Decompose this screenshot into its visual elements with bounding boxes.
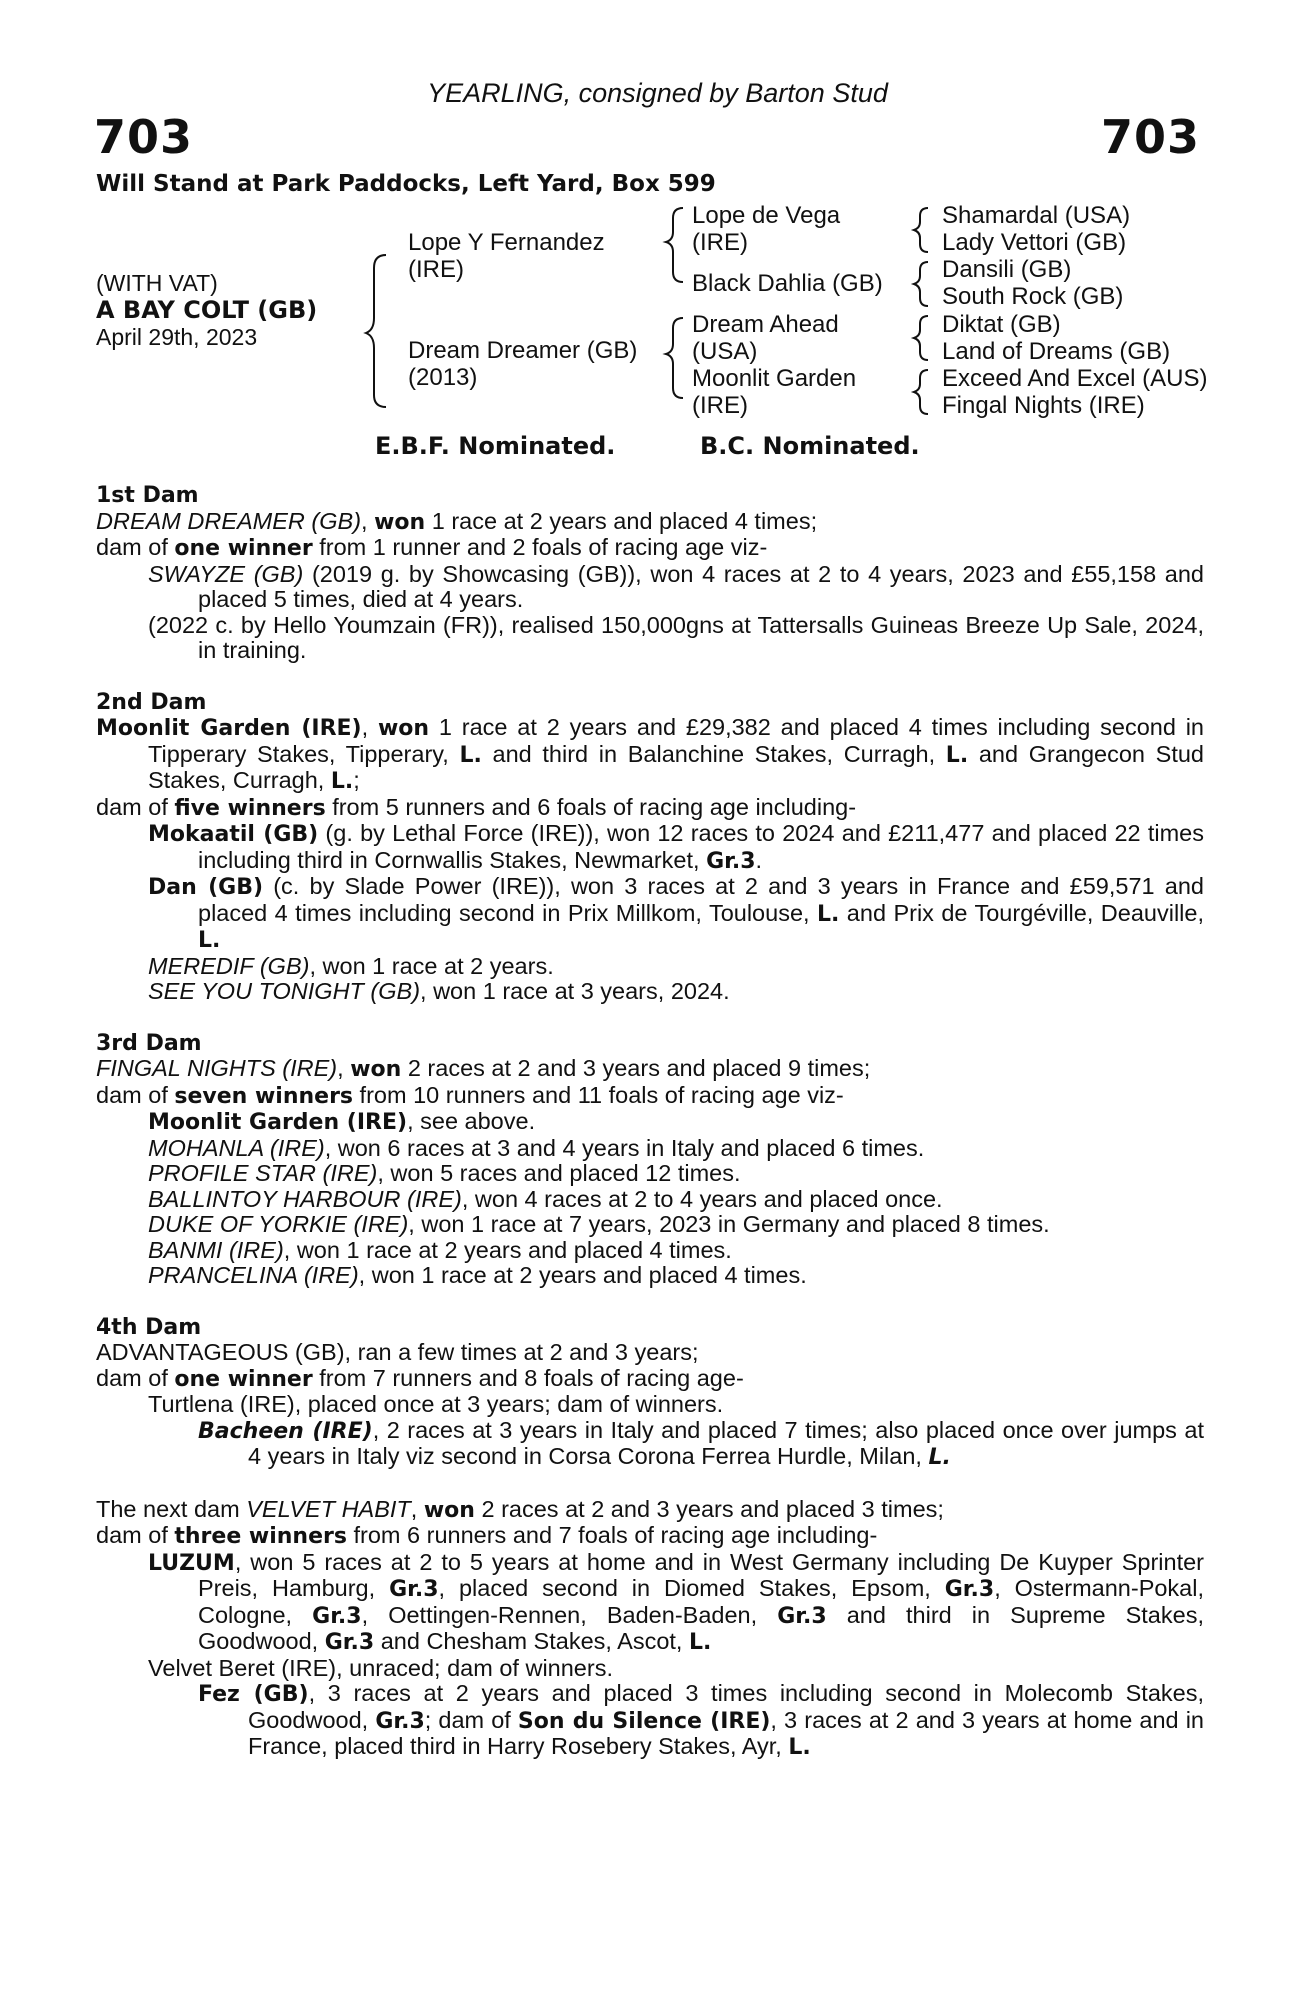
dam-dam-origin: (IRE) — [692, 392, 748, 419]
vat-note: (WITH VAT) — [96, 270, 218, 296]
first-dam-produce-summary: dam of one winner from 1 runner and 2 foals of racing age viz- — [96, 534, 768, 561]
sire: Lope Y Fernandez — [408, 229, 605, 256]
list-item: DUKE OF YORKIE (IRE), won 1 race at 7 years, 2023 in Germany and placed 8 times. — [148, 1211, 1050, 1237]
list-item: Bacheen (IRE), 2 races at 3 years in Italy and placed 7 times; also placed once over jumps at 4 years in Italy viz second in Corsa Corona Ferrea Hurdle, Milan, L. — [198, 1416, 1204, 1470]
sire-origin: (IRE) — [408, 256, 464, 283]
list-item: LUZUM, won 5 races at 2 to 5 years at home and in West Germany including De Kuyper Sprinter Preis, Hamburg, Gr.3, placed second in Diomed Stakes, Epsom, Gr.3, Ostermann-Pokal, Cologne, Gr.3, Oettingen-Rennen, Baden-Baden, Gr.3 and third in Supreme Stakes, Goodwood, Gr.3 and Chesham Stakes, Ascot, L. — [148, 1548, 1205, 1655]
dam-sire-origin: (USA) — [692, 338, 758, 365]
dam-sire: Dream Ahead — [692, 311, 839, 338]
first-dam-heading: 1st Dam — [96, 483, 199, 508]
next-dam-line: The next dam VELVET HABIT, won 2 races at 2 and 3 years and placed 3 times; — [96, 1495, 944, 1523]
stand-location: Will Stand at Park Paddocks, Left Yard, Box 599 — [96, 171, 716, 197]
list-item: Dan (GB) (c. by Slade Power (IRE)), won 3 races at 2 and 3 years in France and £59,571 and placed 4 times including second in Prix Millkom, Toulouse, L. and Prix de Tourgéville, Deauville, L. — [148, 873, 1204, 953]
fourth-dam-line: ADVANTAGEOUS (GB), ran a few times at 2 and 3 years; — [96, 1339, 699, 1365]
dam-year: (2013) — [408, 364, 478, 391]
list-item: PRANCELINA (IRE), won 1 race at 2 years and placed 4 times. — [148, 1262, 807, 1288]
list-item: PROFILE STAR (IRE), won 5 races and placed 12 times. — [148, 1160, 741, 1186]
gg-5: Diktat (GB) — [942, 311, 1061, 338]
sire-sire-origin: (IRE) — [692, 229, 748, 256]
list-item: Moonlit Garden (IRE), see above. — [148, 1108, 536, 1135]
third-dam-produce-summary: dam of seven winners from 10 runners and 11 foals of racing age viz- — [96, 1081, 844, 1109]
foaling-date: April 29th, 2023 — [96, 324, 258, 350]
gg-8: Fingal Nights (IRE) — [942, 392, 1145, 419]
dam: Dream Dreamer (GB) — [408, 337, 638, 364]
list-item: SEE YOU TONIGHT (GB), won 1 race at 3 years, 2024. — [148, 978, 730, 1004]
third-dam-line: FINGAL NIGHTS (IRE), won 2 races at 2 and 3 years and placed 9 times; — [96, 1055, 871, 1082]
list-item: SWAYZE (GB) (2019 g. by Showcasing (GB)), won 4 races at 2 to 4 years, 2023 and £55,158 and placed 5 times, died at 4 years. — [148, 560, 1204, 612]
bc-nominated: B.C. Nominated. — [700, 432, 920, 460]
second-dam-heading: 2nd Dam — [96, 689, 207, 715]
ebf-nominated: E.B.F. Nominated. — [375, 432, 616, 460]
gg-1: Shamardal (USA) — [942, 202, 1131, 229]
fourth-dam-produce-summary: dam of one winner from 7 runners and 8 foals of racing age- — [96, 1364, 744, 1392]
list-item: BALLINTOY HARBOUR (IRE), won 4 races at 2 to 4 years and placed once. — [148, 1185, 943, 1212]
gg-3: Dansili (GB) — [942, 256, 1072, 283]
list-item: Turtlena (IRE), placed once at 3 years; dam of winners. — [148, 1391, 724, 1417]
lot-number-left: 703 — [94, 110, 194, 164]
list-item: MEREDIF (GB), won 1 race at 2 years. — [148, 952, 554, 979]
list-item: Velvet Beret (IRE), unraced; dam of winners. — [148, 1654, 613, 1681]
sire-sire: Lope de Vega — [692, 202, 841, 229]
list-item: BANMI (IRE), won 1 race at 2 years and placed 4 times. — [148, 1236, 732, 1263]
fourth-dam-heading: 4th Dam — [96, 1314, 202, 1340]
lot-number-right: 703 — [1100, 110, 1200, 164]
third-dam-heading: 3rd Dam — [96, 1030, 202, 1056]
first-dam-line: DREAM DREAMER (GB), won 1 race at 2 years and placed 4 times; — [96, 507, 818, 535]
list-item: MOHANLA (IRE), won 6 races at 3 and 4 years in Italy and placed 6 times. — [148, 1134, 925, 1161]
gg-6: Land of Dreams (GB) — [942, 338, 1171, 365]
gg-2: Lady Vettori (GB) — [942, 229, 1127, 256]
sire-dam: Black Dahlia (GB) — [692, 270, 883, 297]
sale-note: YEARLING, consigned by Barton Stud — [427, 78, 888, 108]
list-item: Fez (GB), 3 races at 2 years and placed 3 times including second in Molecomb Stakes, Goodwood, Gr.3; dam of Son du Silence (IRE), 3 races at 2 and 3 years at home and in France, placed third in Harry Rosebery Stakes, Ayr, L. — [198, 1680, 1204, 1760]
gg-7: Exceed And Excel (AUS) — [942, 365, 1208, 392]
dam-dam: Moonlit Garden — [692, 365, 857, 392]
next-dam-produce-summary: dam of three winners from 6 runners and 7 foals of racing age including- — [96, 1522, 878, 1549]
produce-record — [96, 483, 1204, 1761]
second-dam-produce-summary: dam of five winners from 5 runners and 6 foals of racing age including- — [96, 793, 857, 821]
second-dam-line: Moonlit Garden (IRE), won 1 race at 2 years and £29,382 and placed 4 times including second in Tipperary Stakes, Tipperary, L. and third in Balanchine Stakes, Curragh, L. and Grangecon Stud Stakes, Curragh, L.; — [96, 714, 1204, 794]
list-item: (2022 c. by Hello Youmzain (FR)), realised 150,000gns at Tattersalls Guineas Breeze Up Sale, 2024, in training. — [148, 611, 1204, 663]
gg-4: South Rock (GB) — [942, 283, 1124, 310]
horse-name: A BAY COLT (GB) — [96, 296, 318, 324]
list-item: Mokaatil (GB) (g. by Lethal Force (IRE)), won 12 races to 2024 and £211,477 and placed 22 times including third in Cornwallis Stakes, Newmarket, Gr.3. — [148, 820, 1204, 874]
